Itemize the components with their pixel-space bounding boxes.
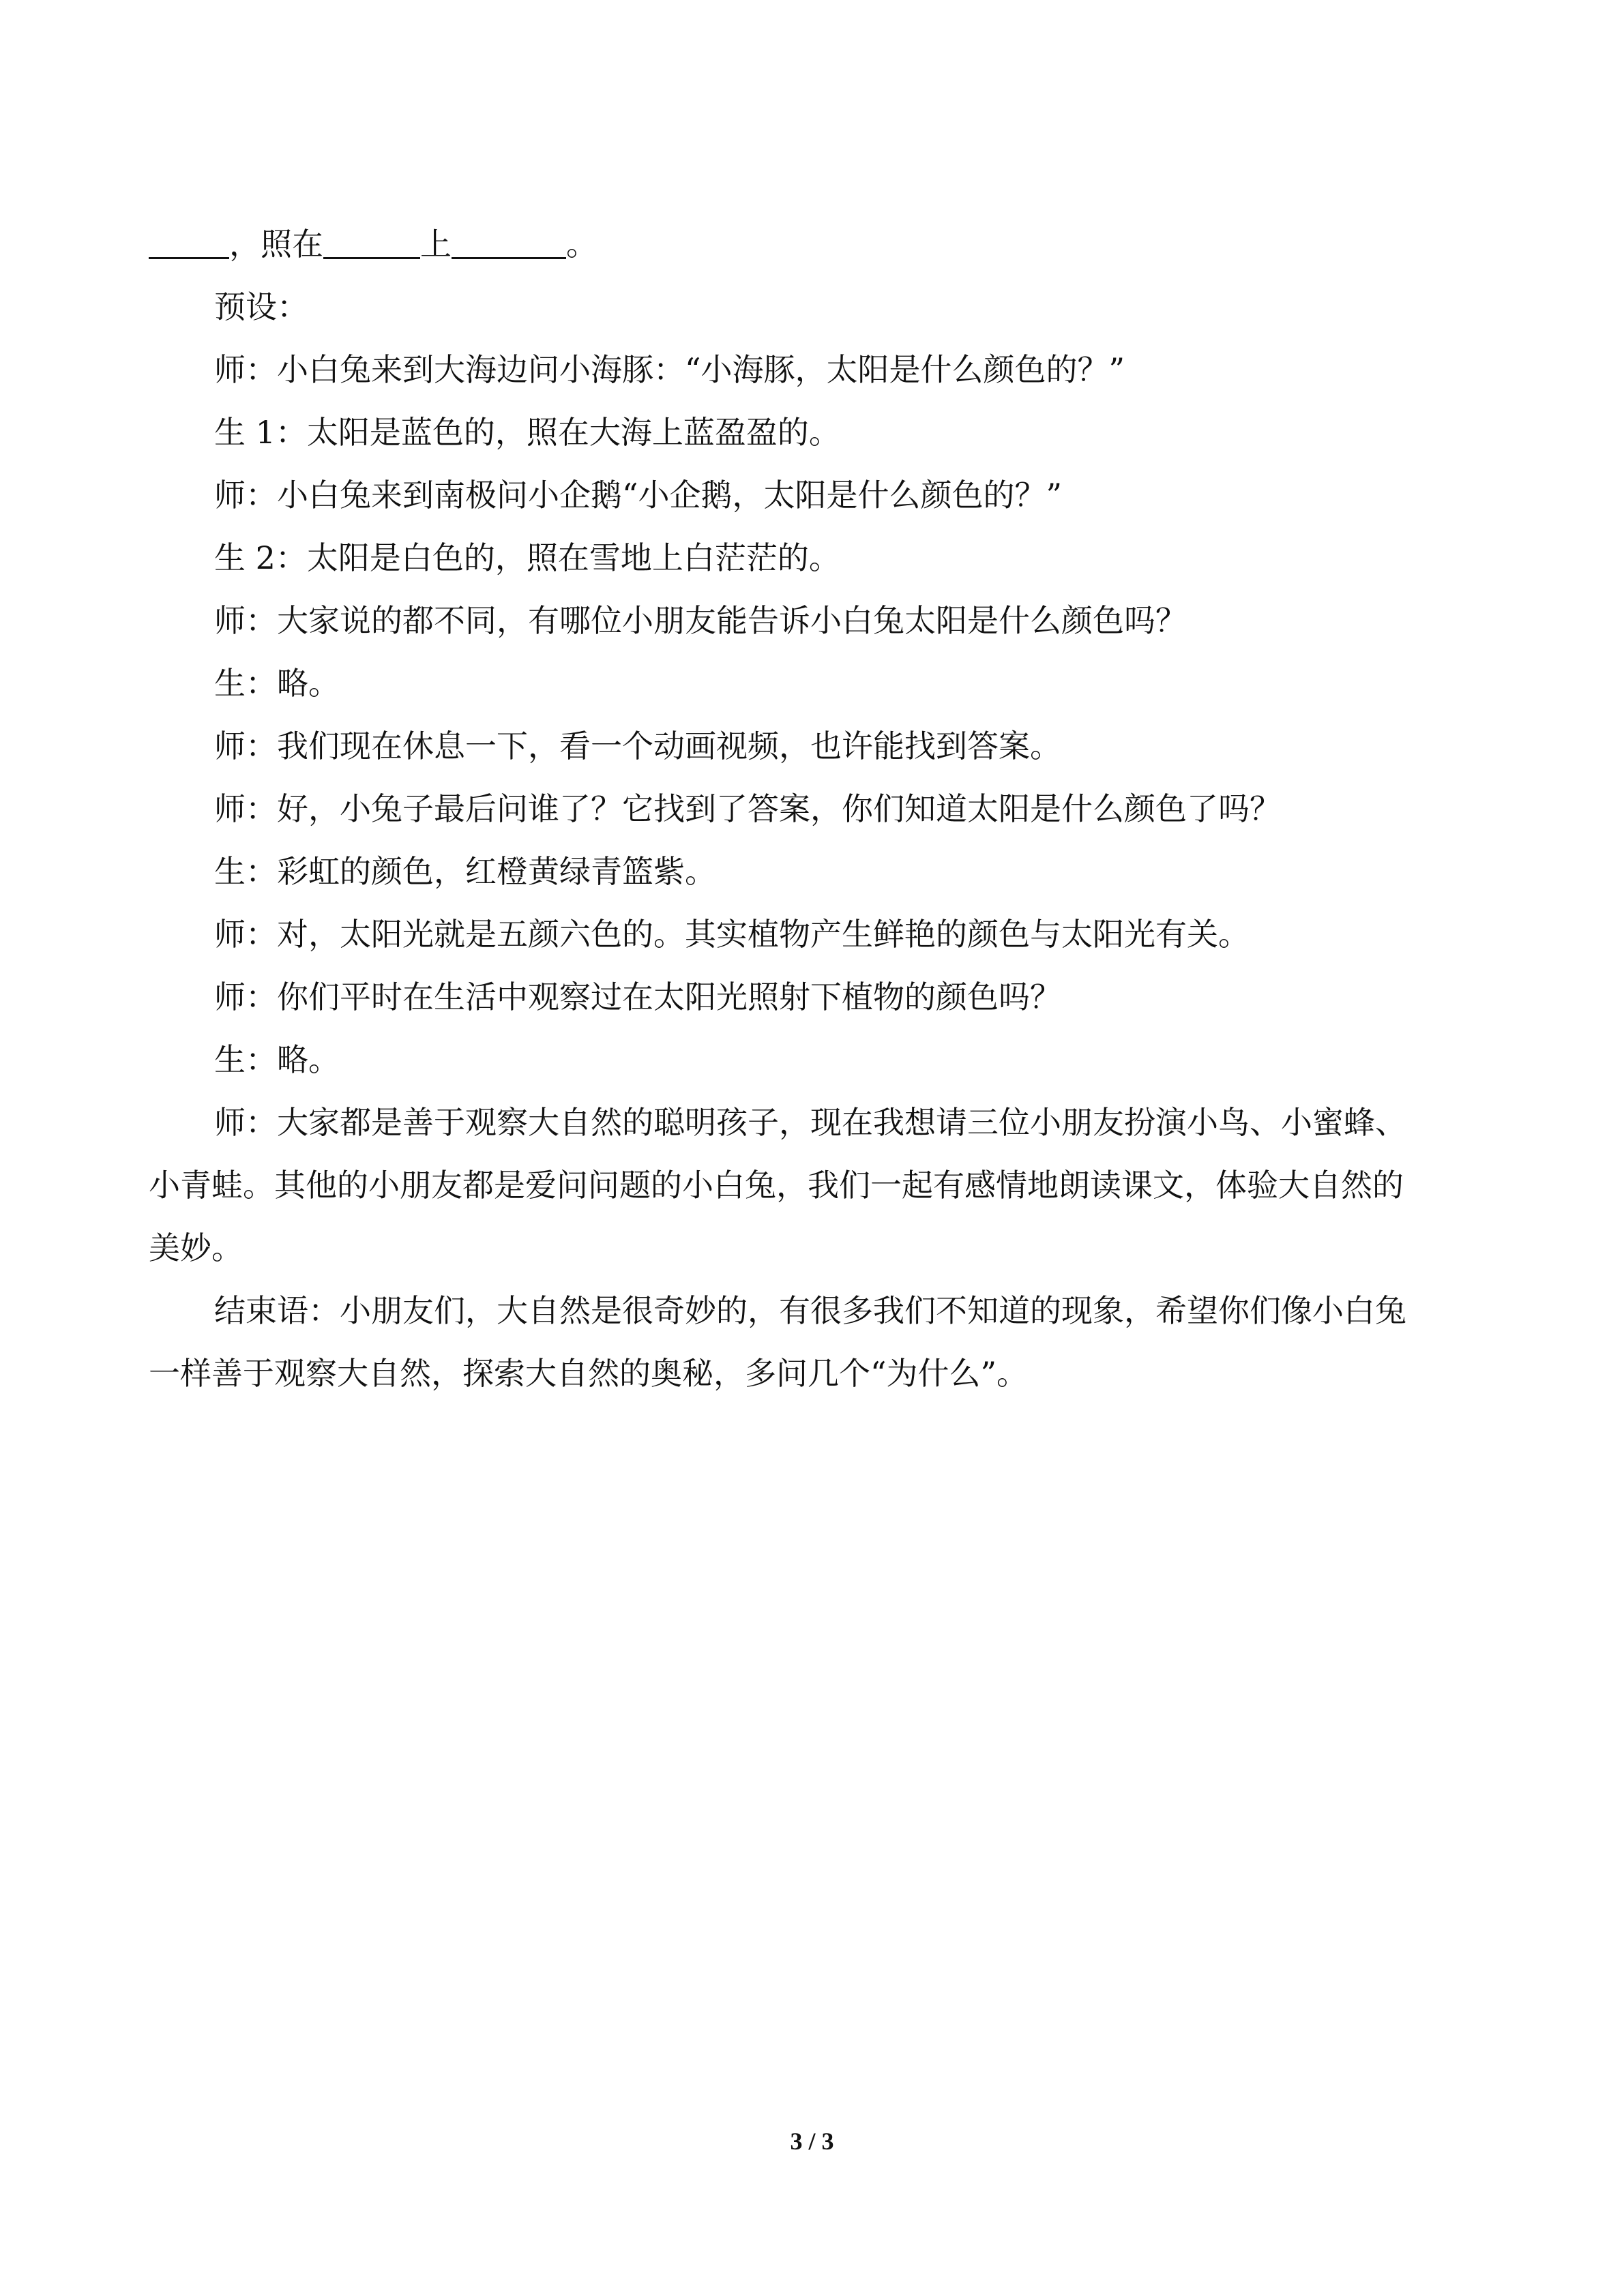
paragraph-student-omitted: 生：略。 (214, 1041, 340, 1078)
paragraph-teacher-roleplay-line3: 美妙。 (149, 1229, 243, 1266)
fill-in-text-3: 。 (566, 226, 597, 263)
paragraph-teacher-dolphin: 师：小白兔来到大海边问小海豚：“小海豚，太阳是什么颜色的？” (214, 351, 1125, 388)
paragraph-student-2: 生 2：太阳是白色的，照在雪地上白茫茫的。 (214, 539, 840, 576)
paragraph-teacher-video: 师：我们现在休息一下，看一个动画视频，也许能找到答案。 (214, 728, 1061, 764)
answer-blank (452, 226, 566, 259)
paragraph-teacher-roleplay-line1: 师：大家都是善于观察大自然的聪明孩子，现在我想请三位小朋友扮演小鸟、小蜜蜂、 (214, 1104, 1406, 1141)
paragraph-teacher-answer: 师：好，小兔子最后问谁了？它找到了答案，你们知道太阳是什么颜色了吗？ (214, 790, 1281, 827)
answer-blank (323, 226, 420, 259)
page-number: 3 / 3 (790, 2128, 834, 2155)
fill-in-the-blank-line (149, 213, 1472, 275)
paragraph-closing-line1: 结束语：小朋友们，大自然是很奇妙的，有很多我们不知道的现象，希望你们像小白兔 (214, 1292, 1406, 1329)
paragraph-student-rainbow: 生：彩虹的颜色，红橙黄绿青篮紫。 (214, 853, 716, 890)
fill-in-text-1: ，照在 (229, 226, 323, 263)
document-body (149, 213, 1472, 1405)
paragraph-preset: 预设： (214, 288, 308, 325)
answer-blank (149, 226, 229, 259)
paragraph-teacher-question: 师：大家说的都不同，有哪位小朋友能告诉小白兔太阳是什么颜色吗？ (214, 602, 1187, 639)
paragraph-teacher-roleplay-line2: 小青蛙。其他的小朋友都是爱问问题的小白兔，我们一起有感情地朗读课文，体验大自然的 (149, 1167, 1404, 1204)
paragraph-teacher-penguin: 师：小白兔来到南极问小企鹅“小企鹅，太阳是什么颜色的？” (214, 477, 1063, 513)
paragraph-closing-line2: 一样善于观察大自然，探索大自然的奥秘，多问几个“为什么”。 (149, 1355, 1029, 1392)
paragraph-student-1: 生 1：太阳是蓝色的，照在大海上蓝盈盈的。 (214, 414, 840, 451)
fill-in-text-2: 上 (420, 226, 452, 263)
paragraph-teacher-sunlight: 师：对，太阳光就是五颜六色的。其实植物产生鲜艳的颜色与太阳光有关。 (214, 916, 1250, 953)
paragraph-student-omitted: 生：略。 (214, 665, 340, 702)
paragraph-teacher-observe-question: 师：你们平时在生活中观察过在太阳光照射下植物的颜色吗？ (214, 979, 1061, 1015)
